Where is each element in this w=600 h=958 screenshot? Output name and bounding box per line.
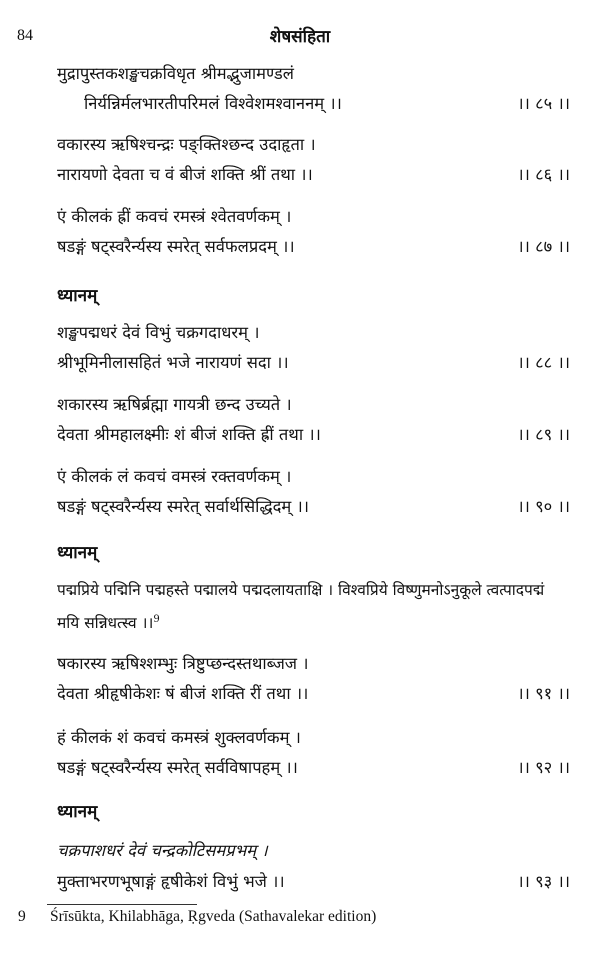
page-number: 84 xyxy=(17,27,33,44)
verse-88-number: ।। ८८ ।। xyxy=(517,353,570,372)
verse-91-line-1: षकारस्य ऋषिश्शम्भुः त्रिष्टुप्छन्दस्तथाब्जज । xyxy=(57,654,309,673)
verse-86-line-2: नारायणो देवता च वं बीजं शक्ति श्रीं तथा ।। xyxy=(57,165,313,184)
verse-89-line-1: शकारस्य ऋषिर्ब्रह्मा गायत्री छन्द उच्यते । xyxy=(57,395,292,414)
prose-line-1: पद्मप्रिये पद्मिनि पद्महस्ते पद्मालये पद्मदलायताक्षि । विश्वप्रिये विष्णुमनोऽनुकूले त्वत्पादपद्मं xyxy=(57,581,545,599)
verse-92-line-2: षडङ्गं षट्स्वरैर्न्यस्य स्मरेत् सर्वविषापहम् ।। xyxy=(57,758,298,777)
verse-86-line-1: वकारस्य ऋषिश्चन्द्रः पङ्क्तिश्छन्द उदाहृता । xyxy=(57,135,316,154)
prose-line-2: मयि सन्निधत्स्व ।।$^9$ xyxy=(57,614,160,633)
verse-89-line-2: देवता श्रीमहालक्ष्मीः शं बीजं शक्ति ह्रीं तथा ।। xyxy=(57,425,321,444)
footnote-text: Śrīsūkta, Khilabhāga, Ṛgveda (Sathavalekar edition) xyxy=(50,908,377,925)
footnote-marker: 9 xyxy=(18,908,26,925)
verse-87-line-2: षडङ्गं षट्स्वरैर्न्यस्य स्मरेत् सर्वफलप्रदम् ।। xyxy=(57,237,295,256)
verse-90-number: ।। ९० ।। xyxy=(517,497,570,516)
verse-93-number: ।। ९३ ।। xyxy=(517,872,570,891)
verse-89-number: ।। ८९ ।। xyxy=(517,425,570,444)
verse-85-line-2: निर्यन्निर्मलभारतीपरिमलं विश्वेशमश्वाननम् ।। xyxy=(84,94,342,113)
verse-93-line-1: चक्रपाशधरं देवं चन्द्रकोटिसमप्रभम् । xyxy=(57,841,268,860)
verse-90-line-2: षडङ्गं षट्स्वरैर्न्यस्य स्मरेत् सर्वार्थसिद्धिदम् ।। xyxy=(57,497,310,516)
verse-87-line-1: एं कीलकं ह्रीं कवचं रमस्त्रं श्वेतवर्णकम् । xyxy=(57,207,292,226)
running-title: शेषसंहिता xyxy=(269,27,331,47)
section-heading-dhyanam-3: ध्यानम् xyxy=(57,802,98,822)
verse-86-number: ।। ८६ ।। xyxy=(517,165,570,184)
verse-93-line-2: मुक्ताभरणभूषाङ्गं हृषीकेशं विभुं भजे ।। xyxy=(57,872,285,891)
verse-92-number: ।। ९२ ।। xyxy=(517,758,570,777)
verse-91-number: ।। ९१ ।। xyxy=(517,684,570,703)
verse-88-line-2: श्रीभूमिनीलासहितं भजे नारायणं सदा ।। xyxy=(57,353,289,372)
section-heading-dhyanam-2: ध्यानम् xyxy=(57,543,98,563)
verse-85-number: ।। ८५ ।। xyxy=(517,94,570,113)
footnote-separator xyxy=(47,904,197,905)
verse-85-line-1: मुद्रापुस्तकशङ्खचक्रविधृत श्रीमद्भुजामण्डलं xyxy=(57,64,294,83)
footnote xyxy=(18,908,376,926)
verse-87-number: ।। ८७ ।। xyxy=(517,237,570,256)
footnote-reference: 9 xyxy=(153,614,160,625)
verse-91-line-2: देवता श्रीहृषीकेशः षं बीजं शक्ति रीं तथा ।। xyxy=(57,684,309,703)
section-heading-dhyanam-1: ध्यानम् xyxy=(57,286,98,306)
verse-88-line-1: शङ्खपद्मधरं देवं विभुं चक्रगदाधरम् । xyxy=(57,323,260,342)
verse-92-line-1: हं कीलकं शं कवचं कमस्त्रं शुक्लवर्णकम् । xyxy=(57,728,301,747)
verse-90-line-1: एं कीलकं लं कवचं वमस्त्रं रक्तवर्णकम् । xyxy=(57,467,292,486)
